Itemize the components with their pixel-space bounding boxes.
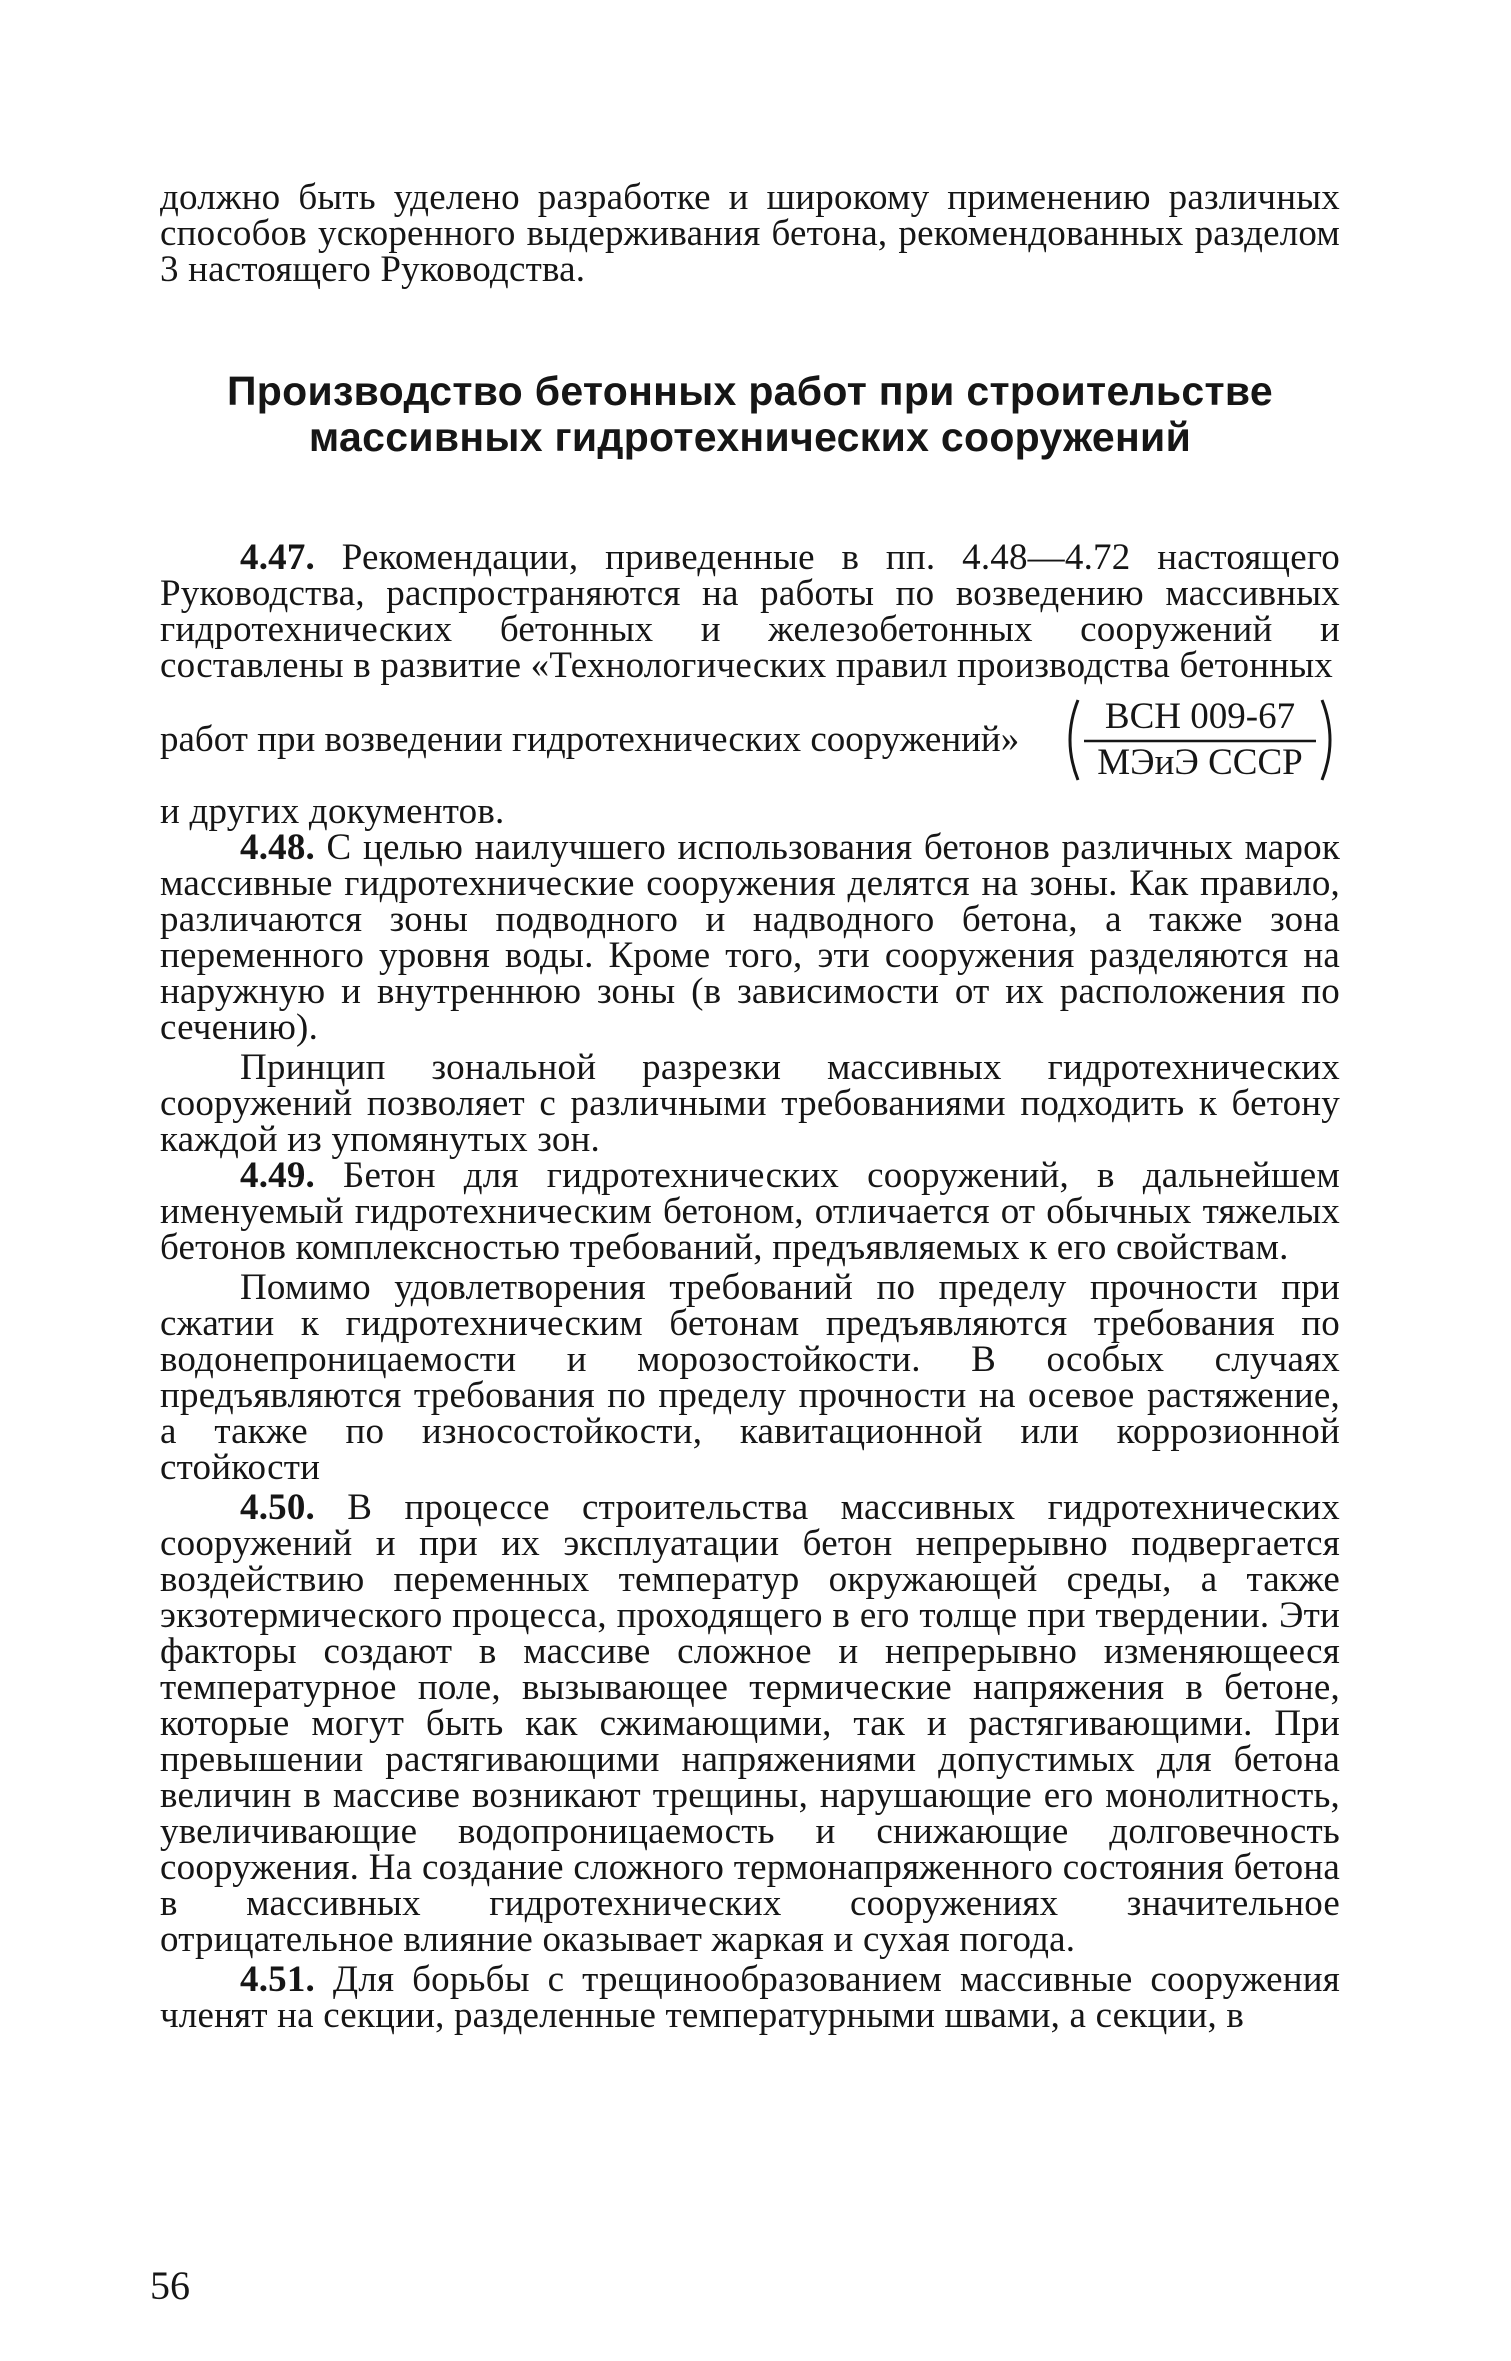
paragraph-4-47 bbox=[160, 537, 1340, 686]
paragraph-4-47-tail: и других документов. bbox=[160, 791, 505, 832]
fraction-numerator: ВСН 009-67 bbox=[1104, 696, 1296, 737]
paragraph-4-50 bbox=[160, 1487, 1340, 1960]
paragraph-text: Для борьбы с трещинообразованием массивные сооружения членят на секции, разделенные температурными швами, а секции, в bbox=[160, 1959, 1340, 2036]
regulation-reference-line bbox=[160, 692, 1340, 788]
paragraph-number: 4.50. bbox=[240, 1487, 315, 1528]
paragraph-text: Рекомендации, приведенные в пп. 4.48—4.72 настоящего Руководства, распространяются на работы по возведению массивных гидротехнических бетонных и железобетонных сооружений и составлены в развитие «Технологических правил производства бетонных bbox=[160, 537, 1340, 686]
paragraph-4-48-continuation: Принцип зональной разрезки массивных гидротехнических сооружений позволяет с различными требованиями подходить к бетону каждой из упомянутых зон. bbox=[160, 1047, 1340, 1160]
paragraph-number: 4.48. bbox=[240, 827, 315, 868]
section-heading-line-1: Производство бетонных работ при строительстве bbox=[227, 368, 1273, 414]
section-heading bbox=[160, 368, 1340, 460]
document-page bbox=[160, 177, 1340, 2300]
section-heading-line-2: массивных гидротехнических сооружений bbox=[308, 414, 1192, 460]
page-number: 56 bbox=[150, 2263, 190, 2308]
paragraph-number: 4.51. bbox=[240, 1959, 315, 2000]
intro-paragraph: должно быть уделено разработке и широкому применению различных способов ускоренного выдерживания бетона, рекомендованных разделом 3 настоящего Руководства. bbox=[160, 177, 1340, 290]
paragraph-text: Бетон для гидротехнических сооружений, в дальнейшем именуемый гидротехническим бетоном, отличается от обычных тяжелых бетонов комплексностью требований, предъявляемых к его свойствам. bbox=[160, 1155, 1340, 1268]
paragraph-number: 4.49. bbox=[240, 1155, 315, 1196]
paragraph-4-51 bbox=[160, 1959, 1340, 2036]
regulation-reference-text: работ при возведении гидротехнических сооружений» bbox=[160, 719, 1020, 760]
paragraph-text: В процессе строительства массивных гидротехнических сооружений и при их эксплуатации бетон непрерывно подвергается воздействию переменных температур окружающей среды, а также экзотермического процесса, проходящего в его толще при твердении. Эти факторы создают в массиве сложное и непрерывно изменяющееся температурное поле, вызывающее термические напряжения в бетоне, которые могут быть как сжимающими, так и растягивающими. При превышении растягивающими напряжениями допустимых для бетона величин в массиве возникают трещины, нарушающие его монолитность, увеличивающие водопроницаемость и снижающие долговечность сооружения. На создание сложного термонапряженного состояния бетона в массивных гидротехнических сооружениях значительное отрицательное влияние оказывает жаркая и сухая погода. bbox=[160, 1487, 1340, 1960]
paragraph-number: 4.47. bbox=[240, 537, 315, 578]
paragraph-4-49-continuation: Помимо удовлетворения требований по пределу прочности при сжатии к гидротехническим бетонам предъявляются требования по водонепроницаемости и морозостойкости. В особых случаях предъявляются требования по пределу прочности на осевое растяжение, а также по износостойкости, кавитационной или коррозионной стойкости bbox=[160, 1267, 1340, 1488]
fraction-denominator: МЭиЭ СССР bbox=[1097, 742, 1303, 783]
paragraph-4-49 bbox=[160, 1155, 1340, 1268]
paragraph-text: С целью наилучшего использования бетонов различных марок массивные гидротехнические сооружения делятся на зоны. Как правило, различаются зоны подводного и надводного бетона, а также зона переменного уровня воды. Кроме того, эти сооружения разделяются на наружную и внутреннюю зоны (в зависимости от их расположения по сечению). bbox=[160, 827, 1340, 1048]
regulation-fraction bbox=[1060, 694, 1340, 786]
paragraph-4-48 bbox=[160, 827, 1340, 1048]
